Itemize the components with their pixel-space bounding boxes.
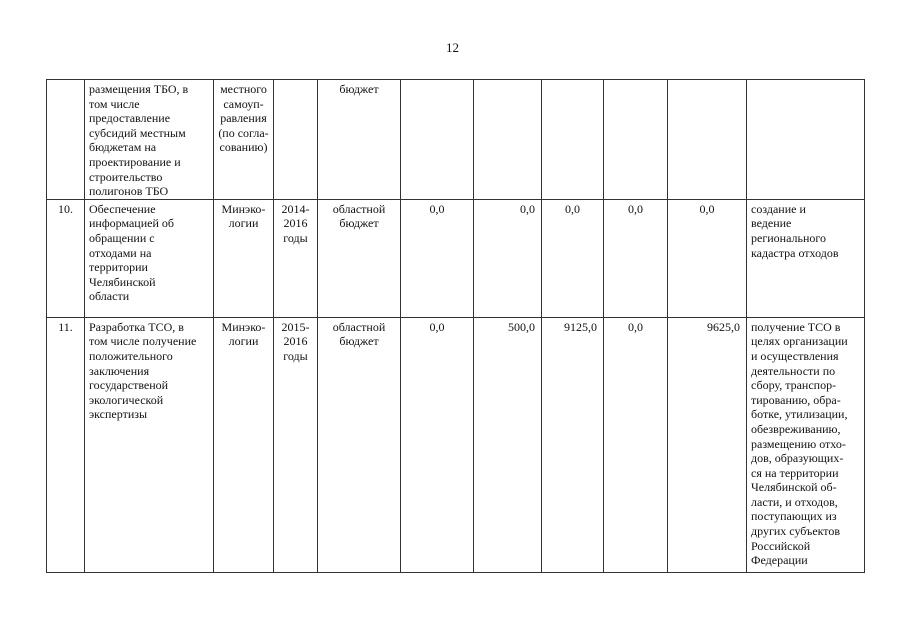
value-2: 500,0 (474, 317, 542, 572)
expected-result (747, 80, 865, 200)
value-4: 0,0 (604, 199, 668, 317)
executor: местного самоуп- равления (по согла- сованию) (214, 80, 274, 200)
value-2: 0,0 (474, 199, 542, 317)
value-4: 0,0 (604, 317, 668, 572)
period: 2015- 2016 годы (274, 317, 318, 572)
value-3: 9125,0 (542, 317, 604, 572)
funding-source: областной бюджет (318, 317, 401, 572)
row-number (47, 80, 85, 200)
value-1: 0,0 (401, 317, 474, 572)
value-total (668, 80, 747, 200)
expected-result: получение ТСО в целях организации и осуществления деятельности по сбору, транспор- тированию, обра- ботке, утилизации, обезвреживанию, размещению отхо- дов, образующих- ся на территории Челябинской об- ласти, и отходов, поступающих из других субъектов Российской Федерации (747, 317, 865, 572)
table-row (47, 199, 865, 317)
row-number: 10. (47, 199, 85, 317)
value-2 (474, 80, 542, 200)
measure-name: Обеспечение информацией об обращении с отходами на территории Челябинской области (85, 199, 214, 317)
value-1 (401, 80, 474, 200)
expected-result: создание и ведение регионального кадастра отходов (747, 199, 865, 317)
table-row (47, 317, 865, 572)
period: 2014- 2016 годы (274, 199, 318, 317)
table-row (47, 80, 865, 200)
value-total: 0,0 (668, 199, 747, 317)
program-measures-table (46, 79, 865, 573)
value-total: 9625,0 (668, 317, 747, 572)
value-4 (604, 80, 668, 200)
value-3: 0,0 (542, 199, 604, 317)
period (274, 80, 318, 200)
value-1: 0,0 (401, 199, 474, 317)
value-3 (542, 80, 604, 200)
executor: Минэко- логии (214, 317, 274, 572)
row-number: 11. (47, 317, 85, 572)
measure-name: размещения ТБО, в том числе предоставление субсидий местным бюджетам на проектирование и строительство полигонов ТБО (85, 80, 214, 200)
page-number: 12 (446, 40, 459, 55)
funding-source: областной бюджет (318, 199, 401, 317)
funding-source: бюджет (318, 80, 401, 200)
measure-name: Разработка ТСО, в том числе получение положительного заключения государственой экологической экспертизы (85, 317, 214, 572)
executor: Минэко- логии (214, 199, 274, 317)
